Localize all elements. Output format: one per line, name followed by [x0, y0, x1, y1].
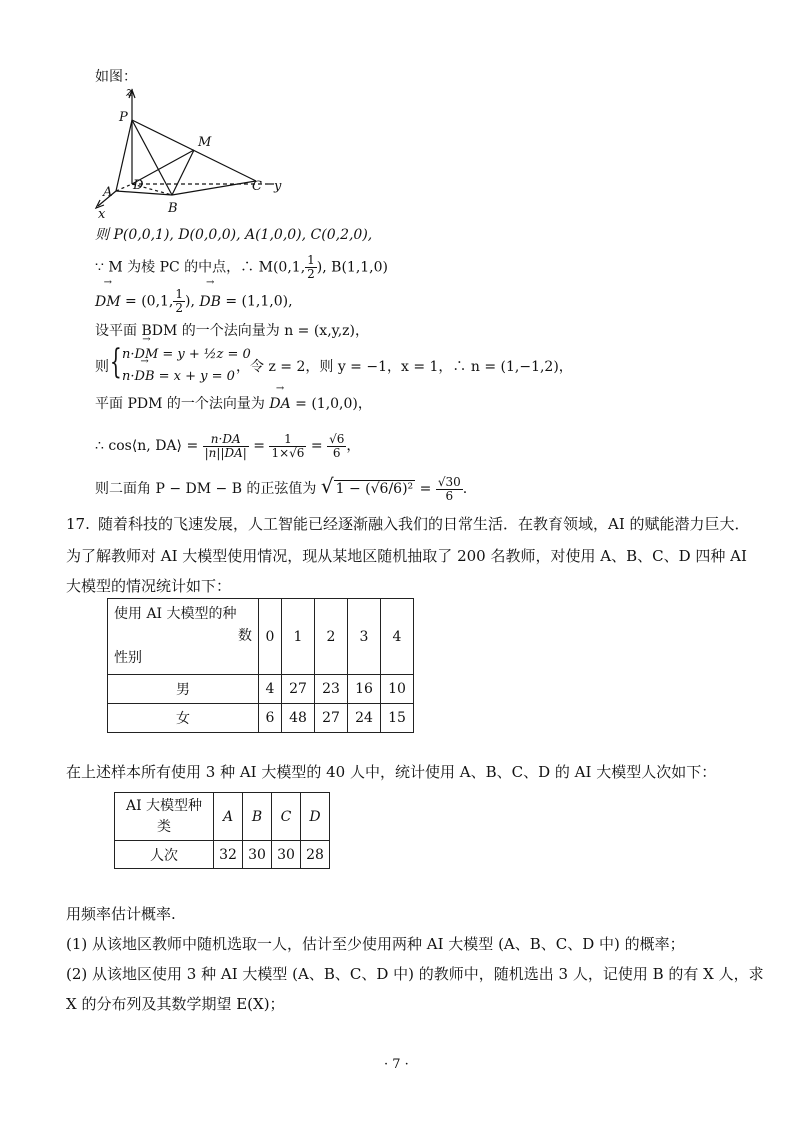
problem-para1-line2: 为了解教师对 AI 大模型使用情况，现从某地区随机抽取了 200 名教师，对使用 A、B、C、D 四种 AI: [66, 547, 747, 565]
sine-frac: [436, 476, 463, 503]
vectors-line: [95, 288, 293, 315]
sine-den: 6: [445, 488, 454, 503]
table2-col-b: B: [243, 793, 272, 841]
half-den-2: 2: [175, 301, 184, 315]
edge-mb: [172, 150, 194, 195]
sine-radicand: 1 − (√6/6)²: [335, 481, 414, 497]
sys-row1-left: n·: [122, 347, 135, 362]
freq-note: 用频率估计概率.: [66, 905, 176, 923]
table2-header-top: AI 大模型种: [125, 797, 203, 814]
table1-cell: 4: [259, 675, 282, 704]
table2-header-cell: [115, 793, 214, 841]
table1-col-1: 1: [282, 599, 315, 675]
sys-row1-right: = y + ½z = 0: [158, 347, 251, 362]
label-x: x: [98, 207, 106, 220]
half-num-2: 1: [175, 287, 184, 301]
table2-cell: 30: [272, 841, 301, 869]
label-a: A: [103, 185, 113, 200]
dm-eq-right: ),: [185, 293, 195, 310]
table1-row-male: [108, 675, 414, 704]
dm-eq-left: = (0,1,: [120, 293, 174, 310]
midpoint-m-right: ): [316, 259, 323, 276]
problem-para1-line1: 随着科技的飞速发展，人工智能已经逐渐融入我们的日常生活．在教育领域，AI 的赋能潜力巨大．: [98, 515, 750, 533]
system-brace: {: [109, 342, 122, 382]
normal-line: 设平面 BDM 的一个法向量为 n = (x,y,z)，: [95, 323, 369, 339]
table1-col-3: 3: [348, 599, 381, 675]
table2-col-d: D: [301, 793, 330, 841]
table2-row: [115, 841, 330, 869]
table1-cell: 27: [282, 675, 315, 704]
db-vector: → DB: [199, 289, 221, 315]
table1-header-bottom: 性别: [114, 650, 142, 666]
page-number: · 7 ·: [384, 1057, 409, 1072]
question-2-line2: X 的分布列及其数学期望 E(X)；: [66, 995, 285, 1013]
table1-col-0: 0: [259, 599, 282, 675]
half-den: 2: [307, 267, 315, 281]
problem-para1-line3: 大模型的情况统计如下：: [66, 577, 232, 595]
problem-number: 17.: [66, 515, 90, 533]
label-b: B: [168, 201, 178, 216]
dm-vector: → DM: [95, 289, 121, 315]
sys-row2-right: = x + y = 0: [154, 369, 235, 384]
sine-num: √30: [437, 474, 461, 489]
edge-pa: [116, 120, 132, 191]
cos-frac2-num: 1: [269, 433, 306, 447]
cos-frac1-den: |n||DA|: [204, 445, 247, 460]
edge-ad: [116, 184, 132, 191]
table1-header-cell: [108, 599, 259, 675]
cos-frac-2: [269, 433, 306, 460]
table1-header-mid: 数: [238, 628, 252, 644]
midpoint-prefix: ∵ M 为棱 PC 的中点，∴ M: [95, 259, 273, 276]
half-num: 1: [307, 253, 315, 267]
sine-line: [95, 470, 467, 505]
edge-bc: [172, 181, 256, 195]
cos-line: [95, 426, 360, 466]
label-d: D: [133, 178, 144, 193]
sys-result: ，令 z = 2，则 y = −1，x = 1，∴ n = (1,−1,2)，: [236, 359, 573, 375]
table1-cell: 24: [348, 704, 381, 733]
table2-cell: 30: [243, 841, 272, 869]
intro-text: 如图：: [95, 69, 137, 85]
half-fraction: [305, 254, 317, 281]
plane-pdm-line: [95, 395, 372, 413]
usage-by-gender-table: [107, 598, 414, 733]
sys-row2: [122, 368, 235, 386]
label-c: C: [252, 179, 262, 194]
sine-eq: =: [419, 481, 432, 497]
pyramid-figure: [88, 84, 298, 220]
table1-cell: 48: [282, 704, 315, 733]
cos-frac-1: [203, 433, 249, 460]
table2-header-bottom: 类: [157, 818, 171, 835]
table1-cell: 23: [315, 675, 348, 704]
cos-eq-1: =: [253, 438, 265, 454]
midpoint-line: [95, 254, 388, 281]
sys-row1-vec: → DM: [135, 346, 159, 364]
db-eq: = (1,1,0),: [220, 293, 293, 310]
label-z: z: [126, 85, 133, 100]
sys-then: 则: [95, 359, 109, 375]
sine-tail: .: [462, 481, 468, 497]
problem-para2: 在上述样本所有使用 3 种 AI 大模型的 40 人中，统计使用 A、B、C、D 的 AI 大模型人次如下：: [66, 763, 717, 781]
sys-row2-vec: → DB: [135, 368, 155, 386]
usage-by-model-table: [114, 792, 330, 869]
sqrt-sign: √: [320, 474, 334, 498]
plane-pdm-suffix: = (1,0,0)，: [290, 396, 372, 412]
table1-cell: 15: [381, 704, 414, 733]
label-p: P: [119, 110, 128, 125]
cos-prefix: ∴ cos⟨n, DA⟩ =: [95, 438, 199, 454]
table2-cell: 28: [301, 841, 330, 869]
coords-line: 则 P(0,0,1), D(0,0,0), A(1,0,0), C(0,2,0),: [95, 227, 373, 243]
table1-row-female: [108, 704, 414, 733]
table1-row-female-label: 女: [108, 704, 259, 733]
plane-pdm-vec: → DA: [269, 395, 290, 413]
cos-frac3-num: √6: [329, 431, 345, 446]
table1-col-4: 4: [381, 599, 414, 675]
label-m: M: [198, 135, 212, 150]
cos-tail: ，: [346, 438, 361, 454]
table1-header-top: 使用 AI 大模型的种: [114, 606, 237, 622]
midpoint-m-left: (0,1,: [272, 259, 306, 276]
cos-frac3-den: 6: [332, 445, 341, 460]
table1-cell: 16: [348, 675, 381, 704]
table2-col-a: A: [214, 793, 243, 841]
table1-cell: 6: [259, 704, 282, 733]
question-1: (1) 从该地区教师中随机选取一人，估计至少使用两种 AI 大模型 (A、B、C、D 中) 的概率；: [66, 935, 685, 953]
table2-cell: 32: [214, 841, 243, 869]
question-2-line1: (2) 从该地区使用 3 种 AI 大模型 (A、B、C、D 中) 的教师中，随机选出 3 人，记使用 B 的有 X 人，求: [66, 965, 764, 983]
table2-col-c: C: [272, 793, 301, 841]
plane-pdm-prefix: 平面 PDM 的一个法向量为: [95, 396, 265, 412]
midpoint-b: , B(1,1,0): [322, 259, 388, 276]
table1-cell: 27: [315, 704, 348, 733]
label-y: y: [274, 179, 282, 194]
table2-row-label: 人次: [115, 841, 214, 869]
sys-row2-left: n·: [122, 369, 135, 384]
table1-col-2: 2: [315, 599, 348, 675]
half-fraction-2: [173, 288, 185, 315]
table1-row-male-label: 男: [108, 675, 259, 704]
cos-eq-2: =: [310, 438, 323, 454]
cos-frac2-den: 1×√6: [271, 445, 305, 460]
sine-prefix: 则二面角 P − DM − B 的正弦值为: [95, 481, 317, 497]
cos-frac1-num: n·DA: [203, 433, 249, 447]
table1-cell: 10: [381, 675, 414, 704]
cos-frac-3: [327, 433, 346, 460]
